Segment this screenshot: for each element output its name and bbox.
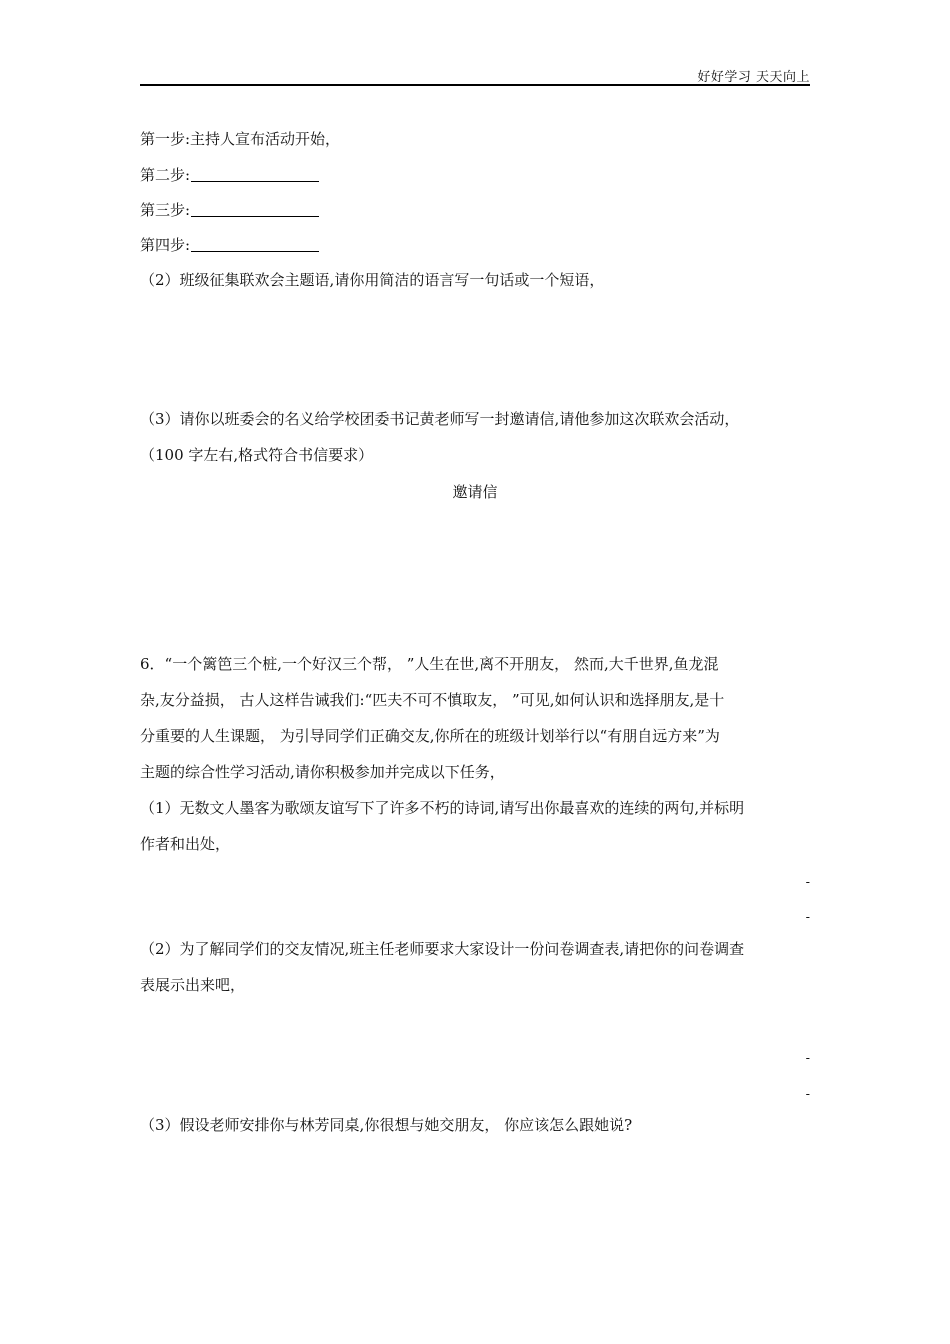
letter-title: 邀请信 — [452, 483, 498, 501]
q5-part3-line2: （100 字左右,格式符合书信要求） — [140, 446, 374, 464]
q6-intro-line-2: 杂,友分益损， 古人这样告诫我们:“匹夫不可不慎取友， ”可见,如何认识和选择朋友,是十 — [140, 691, 725, 709]
step-3-label: 第三步: — [140, 201, 191, 219]
q6-intro-line-1: 6．“一个篱笆三个桩,一个好汉三个帮， ”人生在世,离不开朋友， 然而,大千世界,鱼龙混 — [140, 655, 719, 673]
step-2-label: 第二步: — [140, 166, 191, 184]
page-header-motto: 好好学习 天天向上 — [697, 70, 810, 85]
q6-part1-line-1: （1）无数文人墨客为歌颂友谊写下了许多不朽的诗词,请写出你最喜欢的连续的两句,并标明 — [140, 799, 745, 817]
q5-part3-line1: （3）请你以班委会的名义给学校团委书记黄老师写一封邀请信,请他参加这次联欢会活动， — [140, 410, 740, 428]
step-2 — [140, 164, 319, 185]
header-rule — [140, 84, 810, 86]
q6-intro-line-3: 分重要的人生课题， 为引导同学们正确交友,你所在的班级计划举行以“有朋自远方来”为 — [140, 727, 720, 745]
q6-part2-line-2: 表展示出来吧， — [140, 976, 246, 994]
step-4 — [140, 234, 319, 255]
q6-part2-line-1: （2）为了解同学们的交友情况,班主任老师要求大家设计一份问卷调查表,请把你的问卷调查 — [140, 940, 745, 958]
dash-mark: - — [805, 875, 810, 890]
step-4-blank[interactable] — [191, 237, 319, 252]
dash-mark: - — [805, 1051, 810, 1066]
q5-part2: （2）班级征集联欢会主题语,请你用简洁的语言写一句话或一个短语， — [140, 271, 605, 289]
step-3 — [140, 199, 319, 220]
dash-mark: - — [805, 1087, 810, 1102]
step-1: 第一步:主持人宣布活动开始， — [140, 130, 341, 148]
step-4-label: 第四步: — [140, 236, 191, 254]
step-3-blank[interactable] — [191, 202, 319, 217]
step-2-blank[interactable] — [191, 167, 319, 182]
q6-part3: （3）假设老师安排你与林芳同桌,你很想与她交朋友， 你应该怎么跟她说? — [140, 1116, 633, 1134]
dash-mark: - — [805, 910, 810, 925]
q6-intro-line-4: 主题的综合性学习活动,请你积极参加并完成以下任务， — [140, 763, 505, 781]
q6-part1-line-2: 作者和出处， — [140, 835, 231, 853]
